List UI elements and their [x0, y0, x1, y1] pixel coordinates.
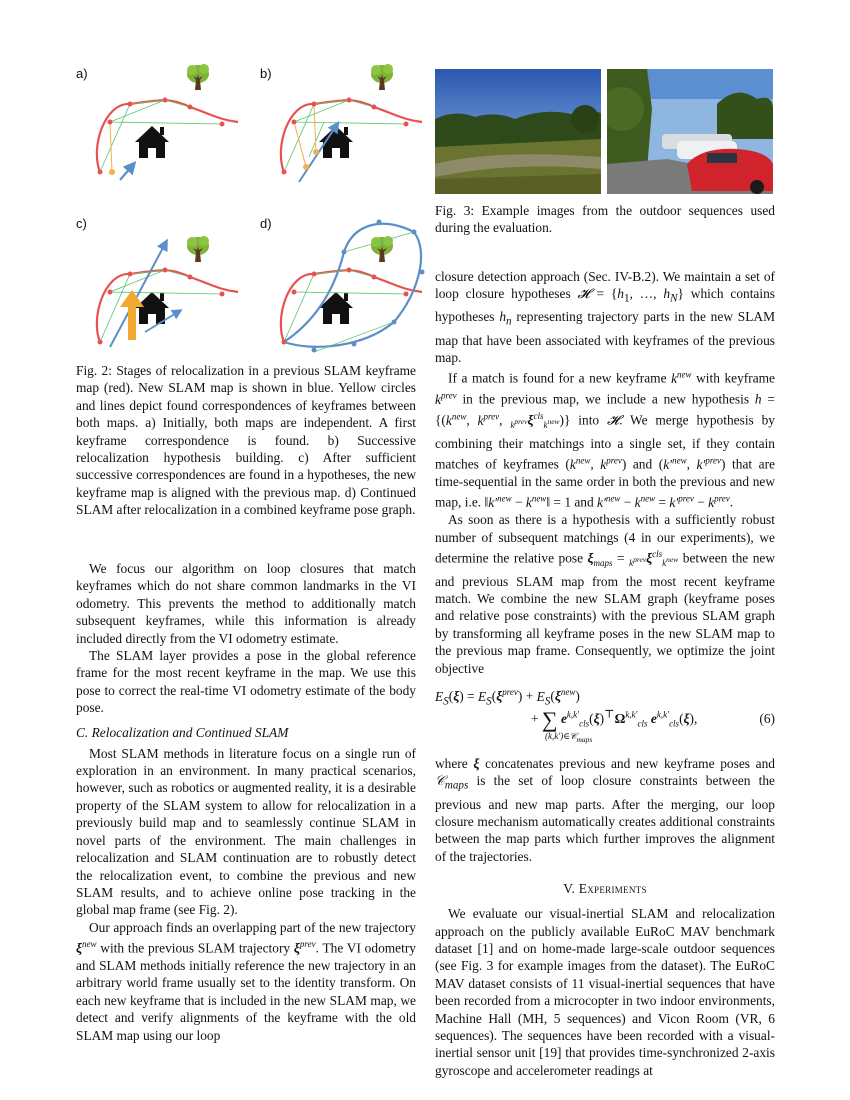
section-heading: V. Experiments — [563, 881, 647, 897]
equation-6: $E_S(\xi) = E_S(\xi^{prev}) + E_S(\xi^{new})$ + ∑ $e^{k,k'}_{cls}(\xi)^⊤\Omega^{k,k'}_{cls}$ $e^{k,k'}_{cls}(\xi)$, (k,k′)∈𝒞$_{maps}$ (6) — [435, 687, 775, 744]
right-column — [435, 268, 775, 1079]
right-para-1: closure detection approach (Sec. IV-B.2). We maintain a set of loop closure hypotheses 𝓗 = {$h_1$, …, $h_N$} which contains hypotheses $h_n$ representing trajectory parts in the new SLAM map that have been associated with keyframes of the previous map. — [435, 269, 775, 365]
subsection-heading: C. Relocalization and Continued SLAM — [76, 724, 289, 740]
figure-3-caption: Fig. 3: Example images from the outdoor sequences used during the evaluation. — [435, 203, 775, 236]
panel-label-a: a) — [76, 66, 88, 81]
outdoor-image-parking — [607, 69, 773, 194]
panel-c — [97, 236, 238, 347]
outdoor-image-park — [435, 69, 601, 194]
left-para-4: Our approach finds an overlapping part of the new trajectory $\xi^{new}$ with the previous SLAM trajectory $\xi^{prev}$. The VI odometry and SLAM methods initially reference the new trajectory in an arbitrary world frame usually set to the identity transform. On each new keyframe that is included in the new SLAM map, we detect and verify alignments of the keyframe with the old SLAM map using our loop — [76, 919, 416, 1043]
panel-a — [97, 64, 238, 180]
left-column — [76, 560, 416, 1044]
right-para-4: where ξ concatenates previous and new keyframe poses and 𝒞$_{maps}$ is the set of loop closure constraints between the previous and new map parts. After the merging, our loop closure mechanism automatically creates additional constraints between the map parts which further improves the alignment of the trajectories. — [435, 756, 775, 864]
right-para-5: We evaluate our visual-inertial SLAM and relocalization approach on the publicly available EuRoC MAV benchmark dataset [1] and on home-made large-scale outdoor sequences (see Fig. 3 for example images from the dataset). The EuRoC MAV dataset consists of 11 visual-inertial sequences that have been recorded from a microcopter in two indoor environments, Machine Hall (MH, 5 sequences) and Vicon Room (VR, 6 sequences). The sequences have been recorded with a visual-inertial sensor unit [19] that provides time-synchronized 2-axis gyroscope and accelerometer readings at — [435, 906, 775, 1078]
panel-d — [281, 220, 425, 353]
relocalization-diagram — [70, 62, 430, 362]
figure-2 — [70, 62, 430, 362]
panel-label-d: d) — [260, 216, 272, 231]
right-para-2: If a match is found for a new keyframe $k^{new}$ with keyframe $k^{prev}$ in the previous map, we include a new hypothesis $h = \{(k^{new}$, $k^{prev}$, $_{k^{prev}}\xi^{cls}_{k^{new}}$)} into 𝓗. We merge hypothesis by combining their matchings into a single set, if they contain matches of keyframes ($k^{new}$, $k^{prev}$) and ($k'^{new}$, $k'^{prev}$) that are time-sequential in the same order in both the previous and new map, i.e. $‖k'^{new}$ − $k^{new}‖ = 1$ and $k'^{new} - k^{new} = k'^{prev} - k^{prev}$. — [435, 369, 776, 510]
left-para-3: Most SLAM methods in literature focus on a single run of exploration in an environment. In many practical scenarios, however, such as robotics or augmented reality, it is a desirable property of the SLAM system to allow for relocalization in a previously build map and to seamlessly continue SLAM in novel parts of the environment. The main challenges in relocalization and SLAM continuation are to robustly detect the relocalization event, to combine the previous and new SLAM results, and to achieve online pose tracking in the global map frame (see Fig. 2). — [76, 745, 416, 918]
equation-number: (6) — [759, 711, 775, 727]
left-para-1: We focus our algorithm on loop closures that match keyframes which do not share common landmarks in the VI odometry. This prevents the method to additionally match subsequent keyframes, while this information is already included directly from the VI odometry estimate. — [76, 561, 416, 646]
panel-label-b: b) — [260, 66, 272, 81]
panel-b — [281, 64, 422, 182]
figure-2-caption: Fig. 2: Stages of relocalization in a previous SLAM keyframe map (red). New SLAM map is shown in blue. Yellow circles and lines depict found correspondences of keyframes between both maps. a) Initially, both maps are independent. A first keyframe correspondence is found. b) Successive relocalization hypothesis building. c) After sufficient successive correspondences are found in a hypotheses, the new keyframe map is aligned with the previous map. d) Continued SLAM after relocalization in a combined keyframe pose graph. — [76, 363, 416, 518]
panel-label-c: c) — [76, 216, 87, 231]
left-para-2: The SLAM layer provides a pose in the global reference frame for the most recent keyframe in the map. We use this pose to correct the real-time VI odometry estimate of the body pose. — [76, 648, 416, 716]
right-para-3: As soon as there is a hypothesis with a sufficiently robust number of subsequent matchings (4 in our experiments), we determine the relative pose $\xi_{maps} = _{k^{prev}}\xi^{cls}_{k^{new}}$ between the new and previous SLAM map from the most recent keyframe match. We combine the new SLAM graph (keyframe poses and relative pose constraints) with the previous SLAM graph by transforming all keyframe poses in the new SLAM map to the previous map frame. Consequently, we optimize the joint objective — [435, 512, 775, 676]
